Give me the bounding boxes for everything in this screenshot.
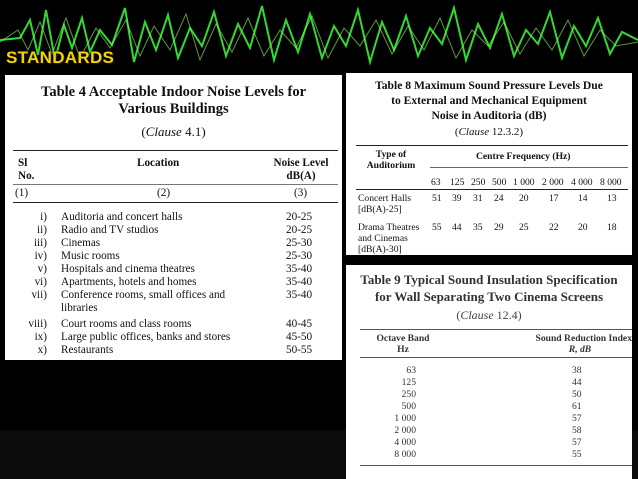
freq-63: 63 (431, 177, 441, 188)
freq-8000: 8 000 (600, 177, 622, 188)
slide-title-badge: STANDARDS (6, 48, 115, 67)
table-rule (360, 329, 632, 330)
table-row-location: Large public offices, banks and stores (61, 331, 231, 343)
table-row-r: 61 (572, 401, 582, 412)
table-row-location-cont: libraries (61, 302, 98, 314)
table-4-title: Table 4 Acceptable Indoor Noise Levels for Various Buildings (40, 84, 307, 117)
table-row-sl: v) (37, 263, 47, 275)
table-9-clause: (Clause 12.4) (456, 308, 522, 322)
table-row-value: 13 (607, 193, 617, 204)
table-9-typical-sound-insulation (346, 265, 632, 479)
header-location: Location (137, 157, 180, 169)
table-row-value: 35 (473, 222, 483, 233)
table-rule (360, 465, 632, 466)
table-row-level: 20-25 (286, 211, 313, 223)
table-row-r: 58 (572, 425, 582, 436)
table-row-sl: iv) (34, 250, 47, 262)
table-row-band: 125 (401, 377, 416, 388)
table-rule (356, 189, 628, 190)
table-rule (13, 184, 338, 185)
table-row-level: 20-25 (286, 224, 313, 236)
table-rule (360, 357, 632, 358)
table-row-level: 25-30 (286, 250, 313, 262)
col-num-1: (1) (15, 187, 29, 199)
table-row-level: 40-45 (286, 318, 313, 330)
freq-500: 500 (492, 177, 507, 188)
table-row-band: 250 (401, 389, 416, 400)
table-row-type: Concert Halls [dB(A)-25] (358, 193, 412, 215)
table-row-location: Music rooms (61, 250, 120, 262)
table-row-r: 38 (572, 365, 582, 376)
col-num-3: (3) (294, 187, 308, 199)
header-centre-frequency: Centre Frequency (Hz) (476, 151, 571, 162)
table-row-value: 24 (494, 193, 504, 204)
table-row-band: 2 000 (394, 425, 416, 436)
table-row-location: Apartments, hotels and homes (61, 276, 197, 288)
table-row-level: 35-40 (286, 289, 313, 301)
table-row-r: 44 (572, 377, 582, 388)
table-row-level: 45-50 (286, 331, 313, 343)
table-row-sl: i) (40, 211, 47, 223)
col-num-2: (2) (157, 187, 171, 199)
table-row-band: 4 000 (394, 437, 416, 448)
table-row-sl: vi) (34, 276, 47, 288)
header-noise-level: Noise Level dB(A) (273, 157, 329, 182)
table-rule (430, 167, 628, 168)
table-row-value: 20 (578, 222, 588, 233)
table-row-band: 8 000 (394, 449, 416, 460)
table-row-band: 1 000 (394, 413, 416, 424)
table-row-level: 50-55 (286, 344, 313, 356)
table-row-value: 22 (549, 222, 559, 233)
table-row-sl: ii) (37, 224, 47, 236)
table-9-title: Table 9 Typical Sound Insulation Specification for Wall Separating Two Cinema Screens (360, 272, 618, 304)
table-row-r: 57 (572, 437, 582, 448)
table-row-value: 51 (432, 193, 442, 204)
table-row-value: 31 (473, 193, 483, 204)
table-row-value: 39 (452, 193, 462, 204)
table-row-location: Court rooms and class rooms (61, 318, 192, 330)
header-octave-band: Octave Band Hz (376, 333, 430, 355)
header-sound-reduction-index: Sound Reduction Index R, dB (535, 333, 632, 355)
table-4-acceptable-indoor-noise-levels (5, 75, 342, 360)
freq-2000: 2 000 (542, 177, 564, 188)
table-row-sl: ix) (34, 331, 47, 343)
freq-125: 125 (450, 177, 465, 188)
table-row-value: 18 (607, 222, 617, 233)
table-row-value: 14 (578, 193, 588, 204)
table-8-clause: (Clause 12.3.2) (454, 126, 524, 138)
table-rule (356, 145, 628, 146)
header-sl: Sl No. (18, 157, 35, 182)
table-row-location: Restaurants (61, 344, 114, 356)
table-row-location: Radio and TV studios (61, 224, 159, 236)
table-row-r: 57 (572, 413, 582, 424)
freq-250: 250 (471, 177, 486, 188)
table-row-location: Auditoria and concert halls (61, 211, 183, 223)
table-row-location: Cinemas (61, 237, 101, 249)
table-row-level: 35-40 (286, 263, 313, 275)
table-row-type: Drama Theatres and Cinemas [dB(A)-30] (358, 222, 420, 255)
table-row-location: Hospitals and cinema theatres (61, 263, 195, 275)
table-row-r: 55 (572, 449, 582, 460)
table-4-clause: (Clause 4.1) (141, 124, 206, 139)
table-row-sl: iii) (33, 237, 47, 249)
table-row-band: 63 (406, 365, 416, 376)
freq-1000: 1 000 (513, 177, 535, 188)
table-row-r: 50 (572, 389, 582, 400)
table-row-level: 35-40 (286, 276, 313, 288)
table-row-value: 20 (519, 193, 529, 204)
table-row-sl: x) (37, 344, 47, 356)
table-8-maximum-sound-pressure-levels (346, 73, 632, 255)
table-row-sl: vii) (31, 289, 47, 301)
header-type-of-auditorium: Type of Auditorium (366, 149, 416, 171)
table-row-value: 17 (549, 193, 559, 204)
table-row-value: 55 (432, 222, 442, 233)
table-row-location: Conference rooms, small offices and (61, 289, 226, 301)
table-8-title: Table 8 Maximum Sound Pressure Levels Due to External and Mechanical Equipment Noise in Auditoria (dB) (375, 79, 603, 122)
table-rule (13, 150, 338, 151)
table-row-level: 25-30 (286, 237, 313, 249)
table-row-value: 44 (452, 222, 462, 233)
table-row-sl: viii) (28, 318, 47, 330)
table-rule (13, 202, 338, 203)
freq-4000: 4 000 (571, 177, 593, 188)
table-row-value: 29 (494, 222, 504, 233)
table-row-value: 25 (519, 222, 529, 233)
table-row-band: 500 (401, 401, 416, 412)
